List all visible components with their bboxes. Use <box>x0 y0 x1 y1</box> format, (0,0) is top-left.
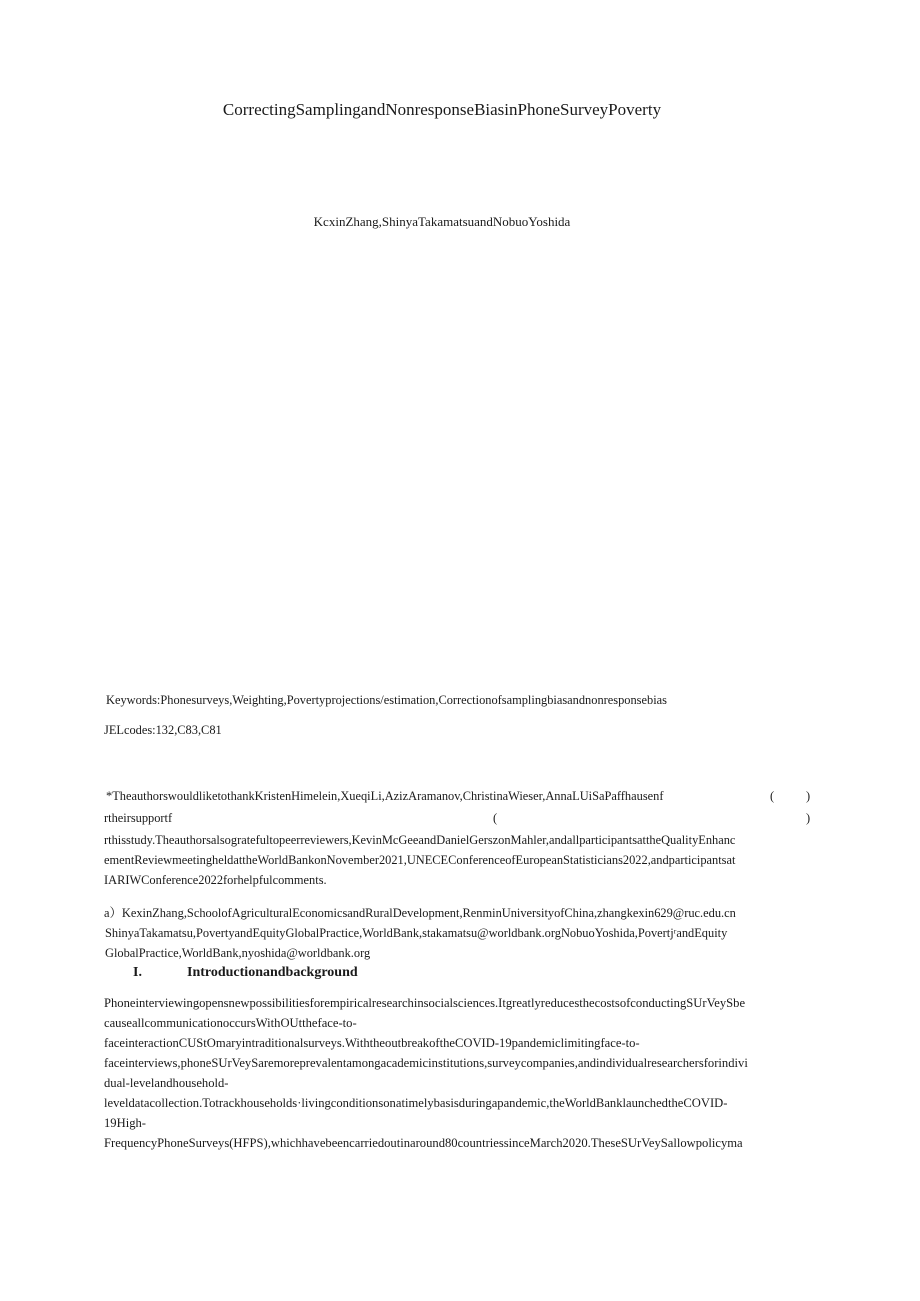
body-line: faceinteractionCUStOmaryintraditionalsurveys.WiththeoutbreakoftheCOVID-19pandemiclimitingface-to- <box>104 1036 640 1050</box>
body-line: Phoneinterviewingopensnewpossibilitiesforempiricalresearchinsocialsciences.ItgreatlyreducesthecostsofconductingSUrVeySbe <box>104 996 746 1010</box>
keywords: Keywords:Phonesurveys,Weighting,Povertyprojections/estimation,Correctionofsamplingbiasandnonresponsebias <box>106 693 667 707</box>
footnote-paren-open: ( <box>493 811 498 825</box>
body-line: causeallcommunicationoccursWithOUttheface-to- <box>104 1016 357 1030</box>
paper-title: CorrectingSamplingandNonresponseBiasinPhoneSurveyPoverty <box>222 100 662 119</box>
footnote-ack-line-1: *TheauthorswouldliketothankKristenHimelein,XueqiLi,AzizAramanov,ChristinaWieser,AnnaLUiSaPaffhausenf <box>106 789 664 803</box>
footnote-paren-open: ( <box>770 789 775 803</box>
section-number: I. <box>133 965 142 980</box>
jel-codes: JELcodes:132,C83,C81 <box>104 723 222 737</box>
footnote-paren-close: ) <box>806 811 811 825</box>
body-line: dual-levelandhousehold- <box>104 1076 229 1090</box>
footnote-ack-line-4: ementReviewmeetingheldattheWorldBankonNovember2021,UNECEConferenceofEuropeanStatisticians2022,andparticipantsat <box>104 853 736 867</box>
body-line: leveldatacollection.Totrackhouseholds·livingconditionsonatimelybasisduringapandemic,theWorldBanklaunchedtheCOVID- <box>104 1096 728 1110</box>
affiliation-line-2: ShinyaTakamatsu,PovertyandEquityGlobalPractice,WorldBank,stakamatsu@worldbank.orgNobuoYoshida,PovertjʳandEquity <box>105 926 728 940</box>
footnote-ack-line-5: IARIWConference2022forhelpfulcomments. <box>104 873 327 887</box>
authors: KcxinZhang,ShinyaTakamatsuandNobuoYoshida <box>313 214 571 229</box>
section-title: Introductionandbackground <box>187 965 358 980</box>
footnote-ack-line-3: rthisstudy.Theauthorsalsogratefultopeerreviewers,KevinMcGeeandDanielGerszonMahler,andallparticipantsattheQualityEnhanc <box>104 833 736 847</box>
body-line: faceinterviews,phoneSUrVeySaremoreprevalentamongacademicinstitutions,surveycompanies,andindividualresearchersforindivi <box>104 1056 748 1070</box>
footnote-ack-line-2: rtheirsupportf <box>104 811 173 825</box>
affiliation-line-3: GlobalPractice,WorldBank,nyoshida@worldbank.org <box>105 946 371 960</box>
body-line: 19High- <box>104 1116 146 1130</box>
section-heading <box>133 965 358 981</box>
footnote-paren-close: ) <box>806 789 811 803</box>
affiliation-line-1: a）KexinZhang,SchoolofAgriculturalEconomicsandRuralDevelopment,RenminUniversityofChina,zhangkexin629@ruc.edu.cn <box>104 906 736 920</box>
body-line: FrequencyPhoneSurveys(HFPS),whichhavebeencarriedoutinaround80countriessinceMarch2020.TheseSUrVeySallowpolicyma <box>104 1136 743 1150</box>
